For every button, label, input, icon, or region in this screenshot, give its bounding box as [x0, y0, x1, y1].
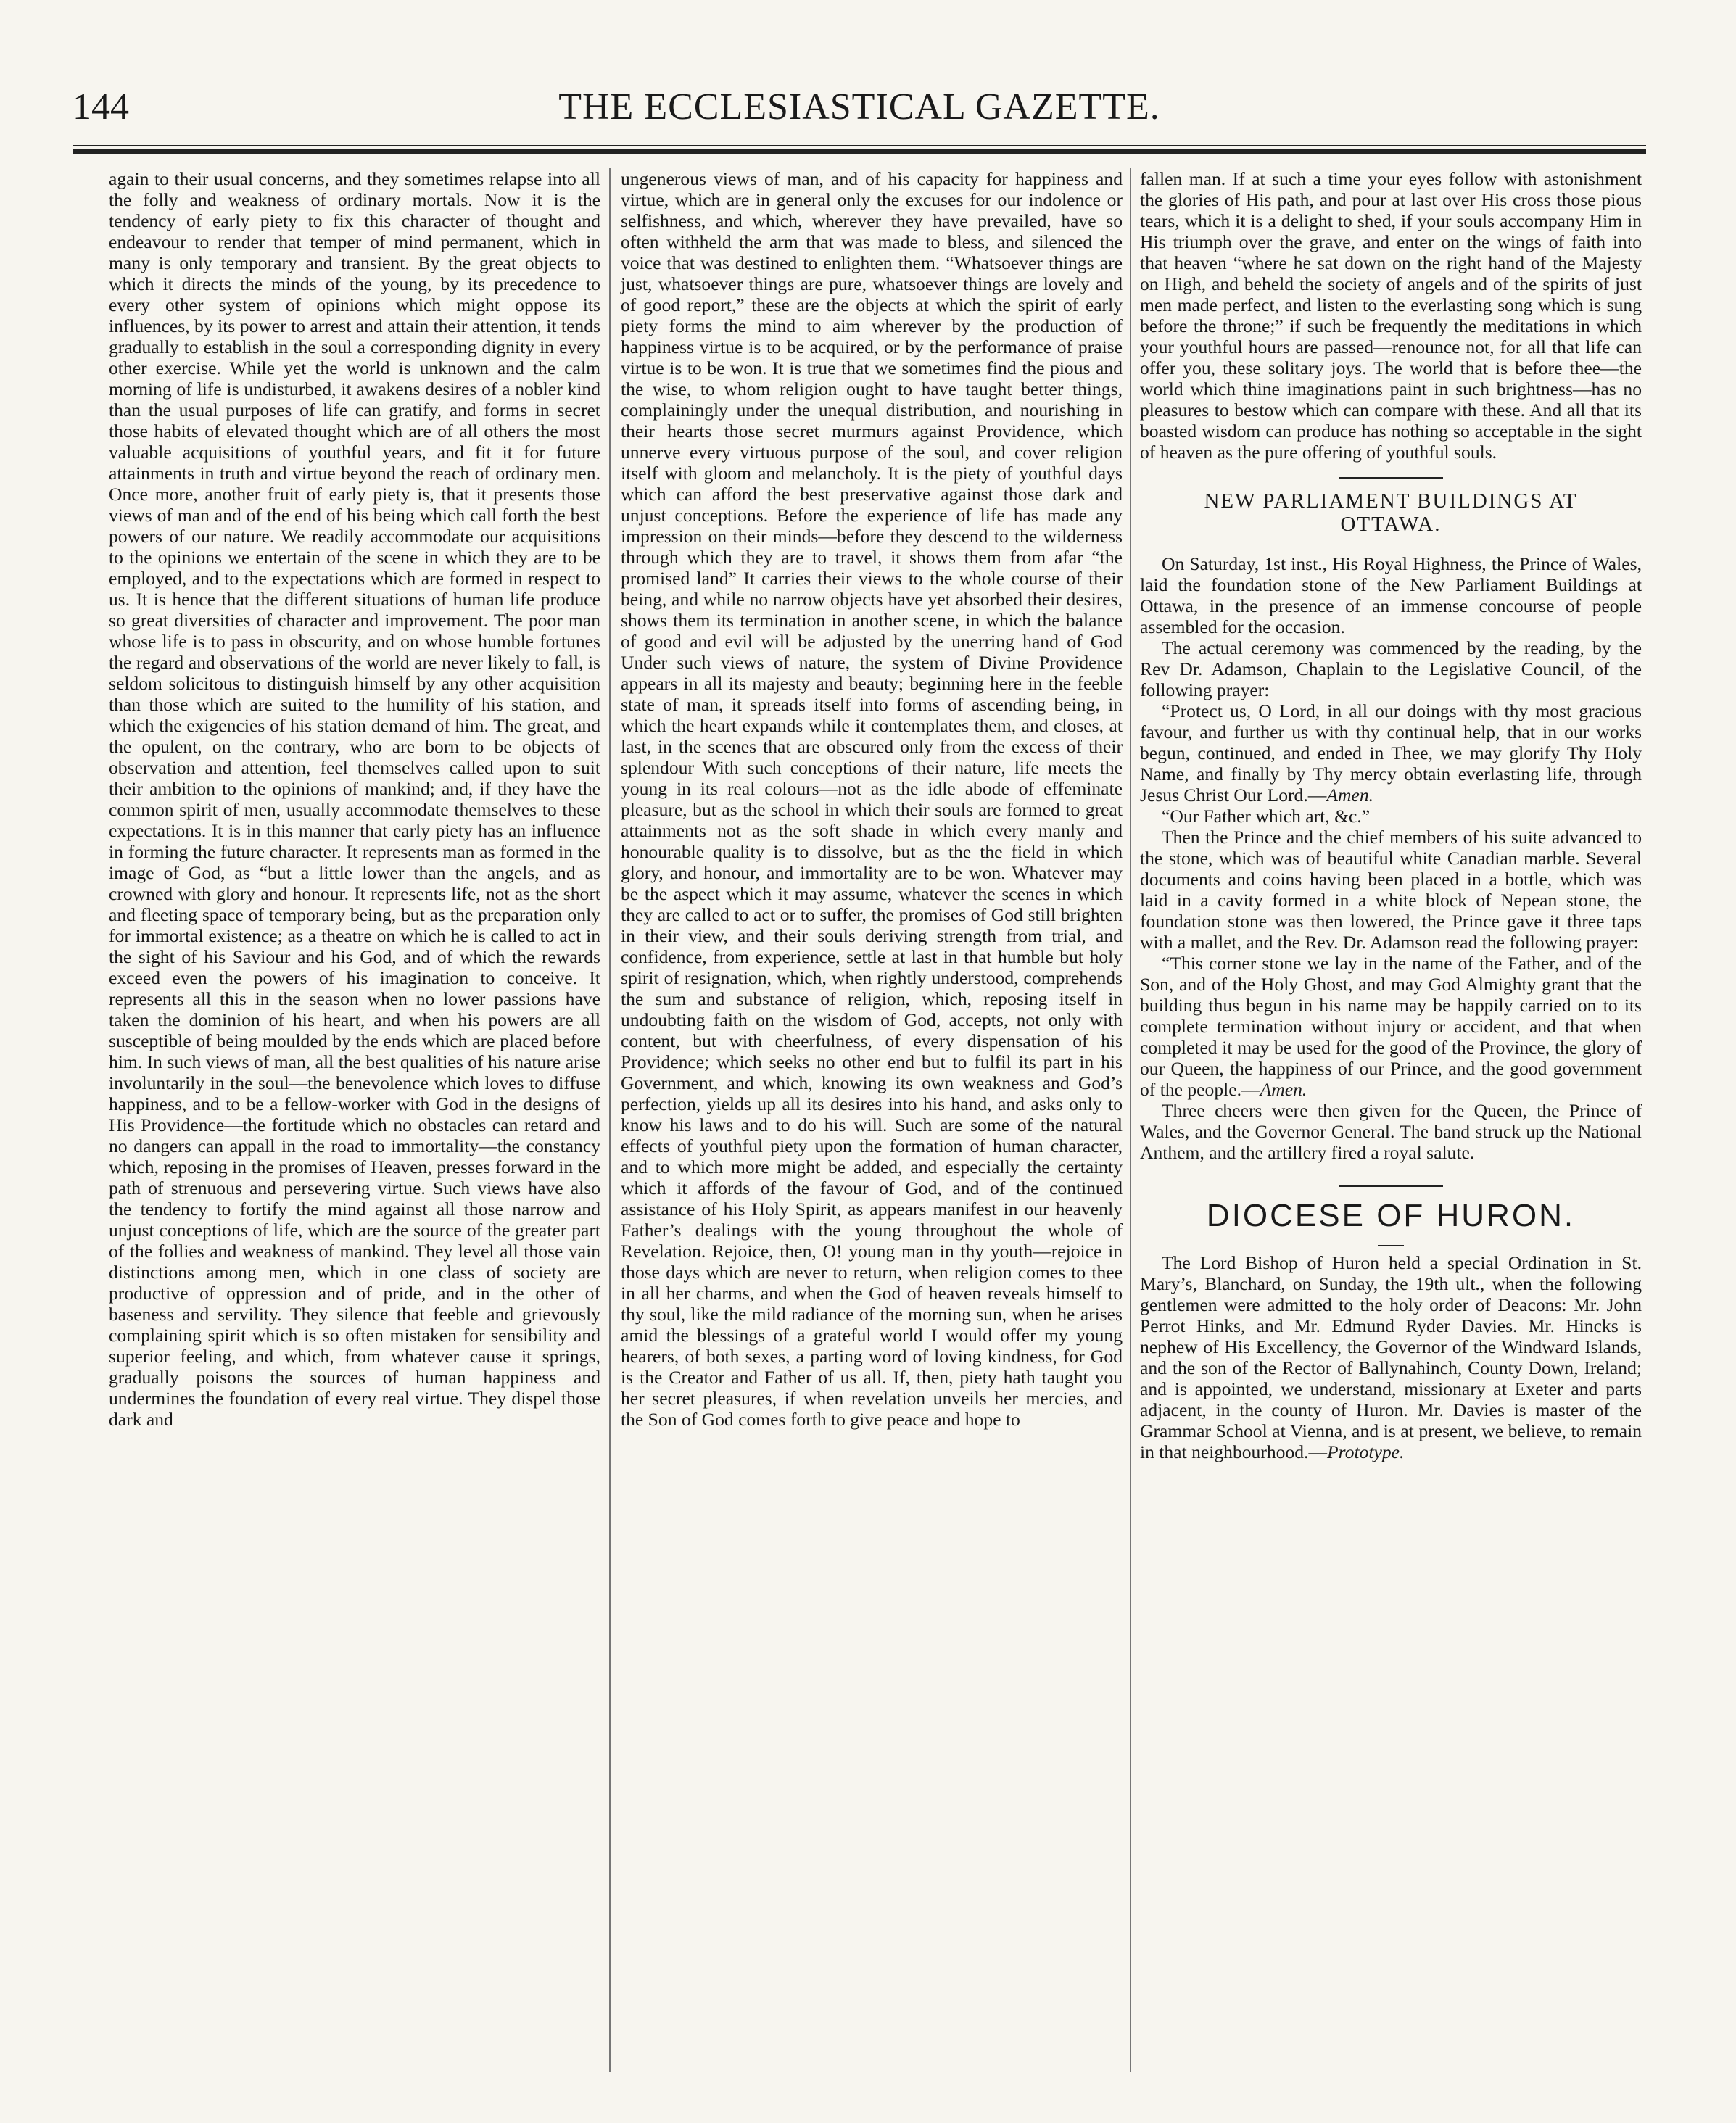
article-heading: DIOCESE OF HURON. — [1206, 1198, 1576, 1233]
publication-title: THE ECCLESIASTICAL GAZETTE. — [558, 86, 1160, 128]
prayer-paragraph — [1140, 700, 1642, 806]
article-paragraph: Then the Prince and the chief members of his suite advanced to the stone, which was of beautiful white Canadian marble. Several documents and coins having been placed in a bottle, which was laid in a cavity formed in a white block of Nepean stone, the foundation stone was then lowered, the Prince gave it three taps with a mallet, and the Rev. Dr. Adamson read the following prayer: — [1140, 827, 1642, 953]
prayer-paragraph — [1140, 953, 1642, 1100]
source-credit: Prototype. — [1327, 1441, 1405, 1462]
masthead-rule-top — [73, 145, 1646, 146]
article-ottawa — [1140, 489, 1642, 1163]
amen-text: Amen. — [1326, 785, 1374, 806]
column-2 — [621, 168, 1123, 1430]
essay-text: ungenerous views of man, and of his capacity for happiness and virtue, which are in general only the excuses for our indolence or selfishness, and which, wherever they have prevailed, have so often withheld the arm that was made to bless, and silenced the voice that was destined to enlighten them. “Whatsoever things are just, whatsoever things are pure, whatsoever things are lovely and of good report,” these are the objects at which the spirit of early piety forms the mind to aim wherever by the production of happiness virtue is to be acquired, or by the performance of praise virtue is to be won. It is true that we sometimes find the pious and the wise, to whom religion ought to have taught better things, complainingly under the unequal distribution, and nourishing in their hearts those secret murmurs against Providence, which unnerve every virtuous purpose of the soul, and cover religion itself with gloom and melancholy. It is the piety of youthful days which can afford the best preservative against those dark and unjust conceptions. Before the experience of life has made any impression on their minds—before they descend to the wilderness through which they are to travel, it shows them from afar “the promised land” It carries their views to the whole course of their being, and while no narrow objects have yet absorbed their desires, shows them its termination in another scene, in which the balance of good and evil will be adjusted by the unerring hand of God Under such views of nature, the system of Divine Providence appears in all its majesty and beauty; beginning here in the feeble state of man, it spreads itself into forms of ascending being, in which the heart expands while it contemplates them, and closes, at last, in the scenes that are obscured only from the excess of their splendour With such conceptions of their nature, life meets the young in its real colours—not as the idle abode of effeminate pleasure, but as the school in which their souls are formed to great attainments not as the soft shade in which every manly and honourable quality is to dissolve, but as the the field in which glory, and honour, and immortality are to be won. Whatever may be the aspect which it may assume, whatever the scenes in which they are called to act or to suffer, the promises of God still brighten in their view, and their souls deriving strength from trial, and confidence, from experience, settle at last in that humble but holy spirit of resignation, which, when rightly understood, comprehends the sum and substance of religion, which, reposing itself in undoubting faith on the wisdom of God, accepts, not only with content, but with cheerfulness, of every dispensation of his Providence; which seeks no other end but to fulfil its part in his Government, and which, knowing its own weakness and God’s perfection, yields up all its desires into his hand, and asks only to know his laws and to do his will. Such are some of the natural effects of youthful piety upon the formation of human character, and to which more might be added, and especially the certainty which it affords of the favour of God, and of the continued assistance of his Holy Spirit, as appears manifest in our heavenly Father’s dealings with the young throughout the whole of Revelation. Rejoice, then, O! young man in thy youth—rejoice in those days which are never to return, when religion comes to thee in all her charms, and when the God of heaven reveals himself to thy soul, like the mild radiance of the morning sun, when he arises amid the blessings of a grateful world I would offer my young hearers, of both sexes, a parting word of loving kindness, for God is the Creator and Father of us all. If, then, piety hath taught you her secret pleasures, if when revelation unveils her mercies, and the Son of God comes forth to give peace and hope to — [621, 168, 1123, 1430]
prayer-text: “Protect us, O Lord, in all our doings with thy most gracious favour, and further us with thy continual help, that in our works begun, continued, and ended in Thee, we may glorify Thy Holy Name, and finally by Thy mercy obtain everlasting life, through Jesus Christ Our Lord.— — [1140, 700, 1642, 806]
page-number: 144 — [73, 86, 129, 128]
article-paragraph: On Saturday, 1st inst., His Royal Highness, the Prince of Wales, laid the foundation stone of the New Parliament Buildings at Ottawa, in the presence of an immense concourse of people assembled for the occasion. — [1140, 553, 1642, 637]
article-paragraph: The actual ceremony was commenced by the reading, by the Rev Dr. Adamson, Chaplain to the Legislative Council, of the following prayer: — [1140, 637, 1642, 700]
column-divider — [609, 168, 611, 2072]
column-1 — [109, 168, 600, 1430]
column-divider — [1130, 168, 1131, 2072]
section-divider — [1339, 477, 1443, 479]
prayer-text: “This corner stone we lay in the name of the Father, and of the Son, and of the Holy Ghost, and may God Almighty grant that the building thus begun in his name may be happily carried on to its complete termination without injury or accident, and that when completed it may be used for the good of the Province, the glory of our Queen, the happiness of our Prince, and the good government of the people.— — [1140, 953, 1642, 1100]
column-3 — [1140, 168, 1642, 1462]
section-divider — [1339, 1185, 1443, 1187]
article-paragraph — [1140, 1252, 1642, 1462]
article-text: The Lord Bishop of Huron held a special Ordination in St. Mary’s, Blanchard, on Sunday, the 19th ult., when the following gentlemen were admitted to the holy order of Deacons: Mr. John Perrot Hinks, and Mr. Edmund Ryder Davies. Mr. Hincks is nephew of His Excellency, the Governor of the Windward Islands, and the son of the Rector of Ballynahinch, County Down, Ireland; and is appointed, we understand, missionary at Exeter and parts adjacent, in the county of Huron. Mr. Davies is master of the Grammar School at Vienna, and is at present, we believe, to remain in that neighbourhood.— — [1140, 1252, 1642, 1462]
essay-text: again to their usual concerns, and they sometimes relapse into all the folly and weakness of ordinary mortals. Now it is the tendency of early piety to fix this character of thought and endeavour to render that temper of mind permanent, which in many is only temporary and transient. By the great objects to which it directs the minds of the young, by its precedence to every other system of opinions which might oppose its influences, by its power to arrest and attain their attention, it tends gradually to establish in the soul a corresponding dignity in every other exercise. While yet the world is unknown and the calm morning of life is undisturbed, it awakens desires of a nobler kind than the usual purposes of life can gratify, and forms in secret those habits of elevated thought which are of all others the most valuable acquisitions of youthful years, and fit it for future attainments in truth and virtue beyond the reach of ordinary men. Once more, another fruit of early piety is, that it presents those views of man and of the end of his being which call forth the best powers of our nature. We readily accommodate our acquisitions to the opinions we entertain of the scene in which they are to be employed, and to the expectations which are formed in respect to us. It is hence that the different situations of human life produce so great diversities of character and improvement. The poor man whose life is to pass in obscurity, and on whose humble fortunes the regard and observations of the world are never likely to fall, is seldom solicitous to distinguish himself by any other acquisition than those which are suited to the humility of his station, and which the exigencies of his station demand of him. The great, and the opulent, on the contrary, who are born to be objects of observation and attention, feel themselves called upon to suit their ambition to the opinions of mankind; and, if they have the common spirit of men, usually accommodate themselves to these expectations. It is in this manner that early piety has an influence in forming the future character. It represents man as formed in the image of God, as “but a little lower than the angels, and as crowned with glory and honour. It represents life, not as the short and fleeting space of temporary being, but as the preparation only for immortal existence; as a theatre on which he is called to act in the sight of his Saviour and his God, and of which the rewards exceed even the powers of his imagination to conceive. It represents all this in the season when no lower passions have taken the dominion of his heart, and when his powers are all susceptible of being moulded by the ends which are placed before him. In such views of man, all the best qualities of his nature arise involuntarily in the soul—the benevolence which loves to diffuse happiness, and to be a fellow-worker with God in the designs of His Providence—the fortitude which no obstacles can retard and no dangers can appall in the road to immortality—the constancy which, reposing in the promises of Heaven, presses forward in the path of strenuous and persevering virtue. Such views have also the tendency to fortify the mind against all those narrow and unjust conceptions of life, which are the source of the greater part of the follies and weakness of mankind. They level all those vain distinctions among men, which in one class of society are productive of oppression and of pride, and in the other of baseness and servility. They silence that feeble and grievously complaining spirit which is so often mistaken for sensibility and superior feeling, and which, from whatever cause it springs, gradually poisons the sources of human happiness and undermines the foundation of every real virtue. They dispel those dark and — [109, 168, 600, 1430]
amen-text: Amen. — [1260, 1079, 1307, 1100]
article-huron — [1140, 1197, 1642, 1462]
article-paragraph: “Our Father which art, &c.” — [1162, 806, 1371, 827]
essay-text: fallen man. If at such a time your eyes follow with astonishment the glories of His path, and pour at last over His cross those pious tears, which it is a delight to shed, if your souls accompany Him in His triumph over the grave, and enter on the wings of faith into that heaven “where he sat down on the right hand of the Majesty on High, and beheld the society of angels and of the spirits of just men made perfect, and listen to the everlasting song which is sung before the throne;” if such be frequently the meditations in which your youthful hours are passed—renounce not, for all that life can offer you, these solitary joys. The world that is before thee—the world which thine imaginations paint in such brightness—has no pleasures to bestow which can compare with these. And all that its boasted wisdom can produce has nothing so acceptable in the sight of heaven as the pure offering of youthful souls. — [1140, 168, 1642, 463]
masthead — [73, 86, 1646, 136]
heading-rule — [1378, 1245, 1404, 1246]
article-paragraph: Three cheers were then given for the Queen, the Prince of Wales, and the Governor General. The band struck up the National Anthem, and the artillery fired a royal salute. — [1140, 1100, 1642, 1163]
masthead-rule-bottom — [73, 149, 1646, 154]
article-heading: NEW PARLIAMENT BUILDINGS AT OTTAWA. — [1204, 489, 1578, 536]
